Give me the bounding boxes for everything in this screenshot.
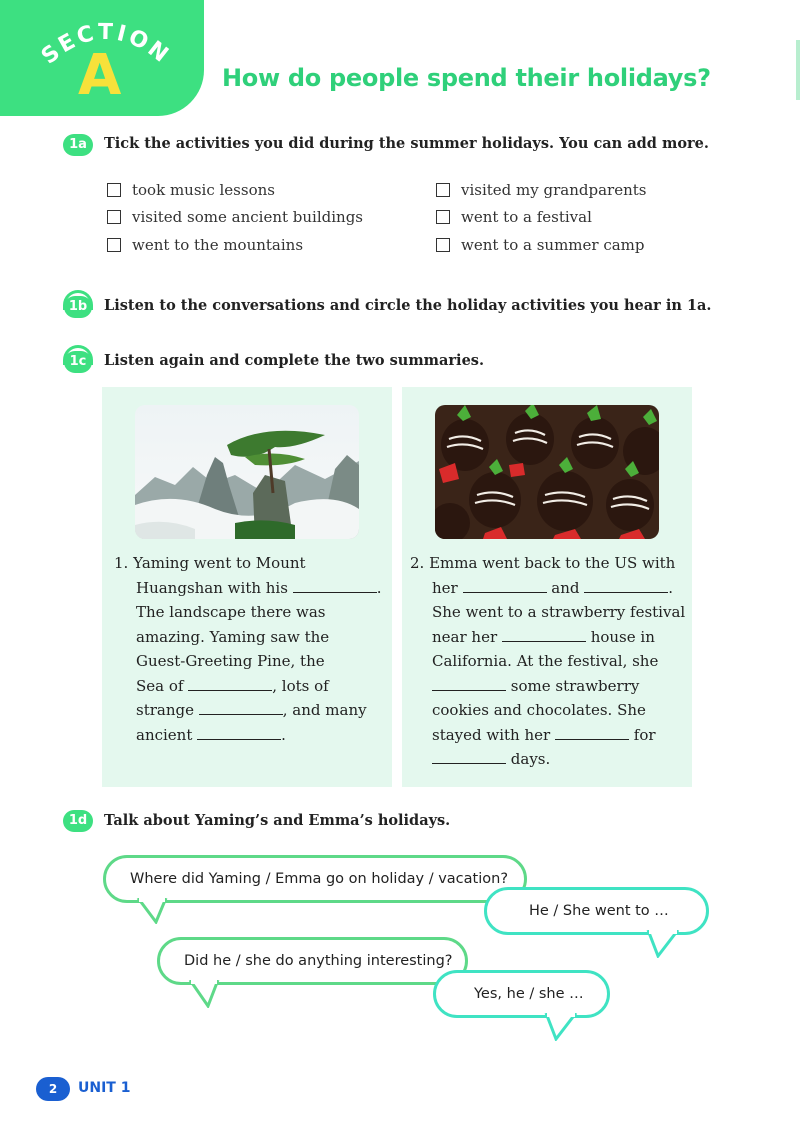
badge-1c-audio[interactable] <box>61 345 95 373</box>
fill-in-blank[interactable] <box>432 677 506 691</box>
summary-line: amazing. Yaming saw the <box>136 627 330 646</box>
summary-2-text <box>410 551 685 772</box>
fill-in-blank[interactable] <box>463 579 547 593</box>
badge-1a: 1a <box>63 134 93 156</box>
summary-line: Sea of , lots of <box>136 676 329 695</box>
checklist-label: went to a summer camp <box>461 235 645 254</box>
instruction-1a: Tick the activities you did during the summer holidays. You can add more. <box>104 135 709 152</box>
fill-in-blank[interactable] <box>197 726 281 740</box>
bubble-tail-3 <box>188 980 224 1008</box>
page-title: How do people spend their holidays? <box>222 64 711 92</box>
fill-in-blank[interactable] <box>584 579 668 593</box>
checklist-label: went to a festival <box>461 208 592 227</box>
summary-line: 2. Emma went back to the US with <box>410 554 676 572</box>
checklist-right <box>436 176 646 259</box>
summary-line: She went to a strawberry festival <box>432 603 686 621</box>
bubble-tail-2 <box>646 930 682 958</box>
checklist-item[interactable] <box>107 231 363 259</box>
speech-bubble-text: Where did Yaming / Emma go on holiday / vacation? <box>130 871 509 887</box>
summary-line: Huangshan with his . <box>136 578 382 597</box>
summary-line: her and . <box>432 578 674 597</box>
checklist-label: visited some ancient buildings <box>132 208 363 227</box>
checkbox[interactable] <box>107 183 121 197</box>
speech-bubble-1 <box>103 855 527 903</box>
fill-in-blank[interactable] <box>188 677 272 691</box>
bubble-tail-4 <box>544 1013 580 1041</box>
summary-panel-1 <box>102 387 392 787</box>
speech-bubble-text: Did he / she do anything interesting? <box>184 953 453 969</box>
summary-line: near her house in <box>432 627 655 646</box>
section-letter: A <box>78 43 122 108</box>
speech-bubble-3 <box>157 937 468 985</box>
section-word-text: SECTION <box>37 19 175 70</box>
fill-in-blank[interactable] <box>293 579 377 593</box>
checkbox[interactable] <box>107 238 121 252</box>
checklist-item[interactable] <box>436 204 646 232</box>
page-number: 2 <box>36 1077 70 1101</box>
checkbox[interactable] <box>436 238 450 252</box>
fill-in-blank[interactable] <box>432 750 506 764</box>
bubble-tail-1 <box>136 898 172 924</box>
summary-line: stayed with her for <box>432 725 656 744</box>
chocolate-strawberry-photo-icon <box>435 405 659 539</box>
photo-strawberries <box>435 405 659 539</box>
photo-huangshan <box>135 405 359 539</box>
checklist-label: took music lessons <box>132 180 275 199</box>
unit-label: UNIT 1 <box>78 1080 131 1096</box>
badge-1c: 1c <box>64 351 92 373</box>
speech-bubble-4 <box>433 970 610 1018</box>
summary-line: 1. Yaming went to Mount <box>114 554 306 572</box>
summary-line: some strawberry <box>410 674 685 699</box>
instruction-1d: Talk about Yaming’s and Emma’s holidays. <box>104 812 451 829</box>
checkbox[interactable] <box>436 210 450 224</box>
speech-bubble-text: Yes, he / she … <box>474 986 584 1002</box>
instruction-1b: Listen to the conversations and circle the holiday activities you hear in 1a. <box>104 297 712 314</box>
checkbox[interactable] <box>107 210 121 224</box>
checkbox[interactable] <box>436 183 450 197</box>
summary-line: The landscape there was <box>136 603 326 621</box>
checklist-left <box>107 176 363 259</box>
fill-in-blank[interactable] <box>199 701 283 715</box>
summary-line: cookies and chocolates. She <box>432 701 646 719</box>
fill-in-blank[interactable] <box>502 628 586 642</box>
fill-in-blank[interactable] <box>555 726 629 740</box>
summary-line: days. <box>410 747 685 772</box>
mountain-photo-icon <box>135 405 359 539</box>
edge-mark <box>796 40 800 100</box>
checklist-label: visited my grandparents <box>461 180 647 199</box>
summary-line: ancient . <box>136 725 286 744</box>
badge-1d: 1d <box>63 810 93 832</box>
speech-bubble-2 <box>484 887 709 935</box>
summary-1-text <box>114 551 382 747</box>
badge-1b: 1b <box>64 296 92 318</box>
checklist-item[interactable] <box>107 176 363 204</box>
summary-line: California. At the festival, she <box>432 652 659 670</box>
checklist-label: went to the mountains <box>132 235 304 254</box>
badge-1b-audio[interactable] <box>61 290 95 318</box>
checklist-item[interactable] <box>436 231 646 259</box>
instruction-1c: Listen again and complete the two summaries. <box>104 352 485 369</box>
speech-bubble-text: He / She went to … <box>529 903 669 919</box>
checklist-item[interactable] <box>436 176 646 204</box>
summary-line: strange , and many <box>136 701 367 719</box>
checklist-item[interactable] <box>107 204 363 232</box>
summary-panel-2 <box>402 387 692 787</box>
summary-line: Guest-Greeting Pine, the <box>136 652 325 670</box>
section-tab <box>0 0 204 116</box>
